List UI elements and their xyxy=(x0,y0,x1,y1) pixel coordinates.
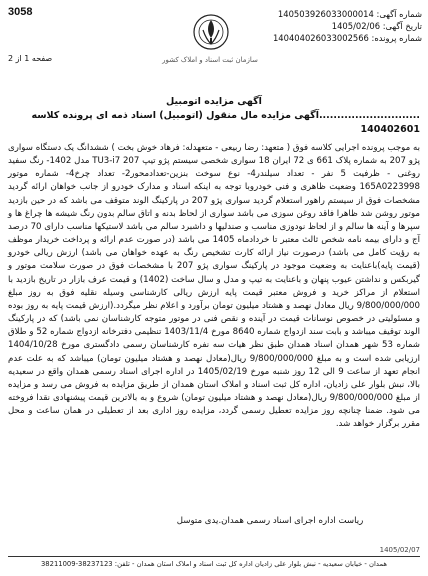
office-address: همدان - خیابان سعیدیه - نبش بلوار علی زادیان اداره کل ثبت اسناد و املاک استان همدان - تلفن: 38237123-38211009 xyxy=(40,560,388,568)
emblem xyxy=(172,12,250,52)
page-indicator: صفحه 1 از 2 xyxy=(8,54,53,63)
notice-number: شماره آگهی: 140503926033000014 xyxy=(277,9,422,19)
iran-emblem-icon xyxy=(191,12,231,52)
notice-subtitle: ............................آگهی مزایده مال منقول (اتومبیل) اسناد ذمه ای پرونده کلاسه 140402601 xyxy=(31,110,420,135)
print-date: 1405/02/07 xyxy=(379,546,420,554)
notice-body: به موجب پرونده اجرایی کلاسه فوق ( متعهد: رضا ربیعی - متعهدله: فرهاد خوش بخت ) ششدانگ یک دستگاه سواری پژو 207 به شماره پلاک 661 ی 72 ایران 18 سواری شخصی سیستم پژو تیپ TU3-i7 207 مدل 1402- رنگ سفید روغنی - ظرفیت 5 نفر - تعداد سیلندر4- نوع سوخت بنزین-تعدادمحور2- تعداد چرخ4- شماره موتور 165A0223998 وضعیت ظاهری و فنی خودروبا توجه به اینکه اسناد و مدارک خودرو از جانب خواهان ارائه گردید مشخصات فوق از سیستم راهور استعلام گردید سواری پژو 207 در پارکینگ الوند متوقف می باشد که در حین بازدید موتور روشن شد ظاهرا فاقد روغن سوزی می باشد سواری از لحاظ بدنه و اتاق سالم بدون رنگ شیشه ها چراغ ها و سپرها و آینه ها سالم و از لحاظ نودوزی مناسب و صندلیها و داشبرد سالم می باشد لاستیکها مناسب دارای 70 درصد آج و دارای بیمه نامه شخص ثالث معتبر تا خردادماه 1405 می باشد (در صورت عدم ارائه و پرداخت خریدار موظف به رؤیت کامل می باشد) درصورت نیاز ارائه کارت تشخیص رنگ به عهده خواهان می باشد) ارزش ریالی خودرو (قیمت پایه)باعنایت به وضعیت موجود در پارکینگ سواری پژو 207 با مشخصات فوق در صورت سلامت موتور و گیربکس و نداشتن عیوب پنهان و باعنایت به تیپ و مدل و سال ساخت (1402) و قیمت عرف بازار در تاریخ بازدید با استعلام از مراکز خرید و فروش معتبر قیمت پایه ارزش ریالی کارشناسی وسیله نقلیه فوق به روز مبلغ 9/800/000/000 ریال معادل نهصد و هشتاد میلیون تومان برآورد و اعلام نظر میگردد.(ارزش قیمت پایه به روز بوده و مسئولیتی در خصوص نوسانات قیمت در آینده و نقص فنی در موتور متوجه کارشناسان نمی باشد) که در پارکینگ الوند توقیف میباشد و بابت سند ازدواج شماره 8640 مورخ 1403/11/4 تنظیمی دفترخانه ازدواج شماره 52 و طلاق شماره 53 شهر همدان اسناد همدان طبق نظر هیات سه نفره کارشناسان رسمی دادگستری مورخ 1404/10/28 ارزیابی شده است و به مبلغ 9/800/000/000 ریال(معادل نهصد و هشتاد میلیون تومان) میباشد که به علت عدم انجام تعهد از ساعت 9 الی 12 روز شنبه مورخ 1405/02/19 در اداره اجرای اسناد رسمی همدان واقع در سعیدیه بالا، نبش بلوار علی زادیان، اداره کل ثبت اسناد و املاک استان همدان از طریق مزایده به فروش می رسد و مزایده از مبلغ 9/800/000/000 ریال(معادل نهصد و هشتاد میلیون تومان) شروع و به بالاترین قیمت پیشنهادی نقدا فروخته می شود. ضمنا چنانچه روز مزایده تعطیل رسمی گردد، مزایده روز اداری بعد از تعطیلی در همان ساعت و محل مقرر برگزار خواهد شد. xyxy=(8,143,421,430)
notice-title: آگهی مزایده اتومبیل xyxy=(166,96,262,107)
organization-name: سازمان ثبت اسناد و املاک کشور xyxy=(162,56,258,64)
header-meta xyxy=(252,8,422,44)
signatory: ریاست اداره اجرای اسناد رسمی همدان.یدی متوسل xyxy=(176,516,364,526)
footer-divider xyxy=(8,556,420,557)
file-number: شماره پرونده: 140404026033002566 xyxy=(272,33,422,43)
document-number: 3058 xyxy=(8,6,33,18)
notice-date: تاریخ آگهی: 1405/02/06 xyxy=(331,21,422,31)
